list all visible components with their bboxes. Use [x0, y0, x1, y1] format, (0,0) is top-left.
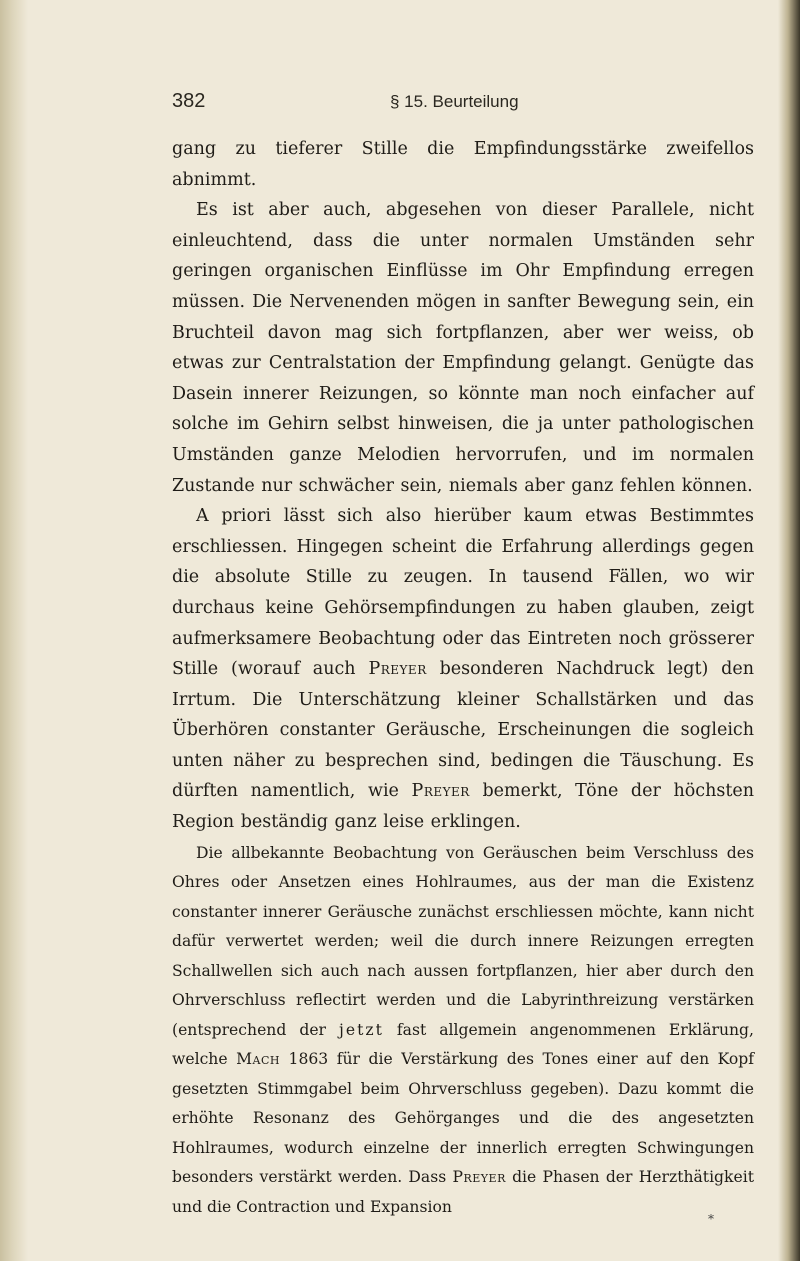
paragraph-4-text-1: Die allbekannte Beobachtung von Geräuschen beim Verschluss des Ohres oder Ansetzen eines Hohlraumes, aus der man die Existenz constanter innerer Geräusche zunächst erschliessen möchte, kann nicht dafür verwertet werden; weil die durch innere Reizungen erregten Schallwellen sich auch nach aussen fortpflanzen, hier aber durch den Ohrverschluss reflectirt werden und die Labyrinthreizung verstärken (entsprechend der	[172, 843, 754, 1039]
page-header	[172, 90, 752, 120]
emphasized-word: jetzt	[339, 1020, 384, 1039]
running-head: § 15. Beurteilung	[390, 92, 519, 111]
paragraph-3-text-3: bemerkt, Töne der höchsten Region beständig ganz leise erklingen.	[172, 781, 754, 833]
page-number: 382	[172, 90, 206, 112]
author-name-preyer: Preyer	[452, 1168, 506, 1187]
author-name-preyer: Preyer	[368, 659, 427, 680]
page-edge-right	[778, 0, 800, 1261]
paragraph-4-text-2: fast allgemein angenommenen Erklärung, welche	[172, 1020, 754, 1069]
footer-mark: *	[708, 1212, 714, 1226]
paragraph-4-text-4: die Phasen der Herzthätigkeit und die Contraction und Expansion	[172, 1168, 754, 1216]
paragraph-3	[172, 501, 754, 838]
paragraph-1: gang zu tieferer Stille die Empfindungsstärke zweifellos abnimmt.	[172, 139, 754, 190]
author-name-mach: Mach	[236, 1050, 281, 1069]
paragraph-3-text-1: A priori lässt sich also hierüber kaum etwas Bestimmtes erschliessen. Hingegen scheint die Erfahrung allerdings gegen die absolute Stille zu zeugen. In tausend Fällen, wo wir durchaus keine Gehörsempfindungen zu haben glauben, zeigt aufmerksamere Beobachtung oder das Eintreten noch grösserer Stille (worauf auch	[172, 506, 754, 680]
paragraph-4-text-3: 1863 für die Verstärkung des Tones einer auf den Kopf gesetzten Stimmgabel beim Ohrverschluss gegeben). Dazu kommt die erhöhte Resonanz des Gehörganges und die des angesetzten Hohlraumes, wodurch einzelne der innerlich erregten Schwingungen besonders verstärkt werden. Dass	[172, 1050, 754, 1187]
paragraph-3-text-2: besonderen Nachdruck legt) den Irrtum. Die Unterschätzung kleiner Schallstärken und das Überhören constanter Geräusche, Erscheinungen die sogleich unten näher zu besprechen sind, bedingen die Täuschung. Es dürften namentlich, wie	[172, 659, 754, 802]
paragraph-2: Es ist aber auch, abgesehen von dieser Parallele, nicht einleuchtend, dass die unter normalen Umständen sehr geringen organischen Einflüsse im Ohr Empfindung erregen müssen. Die Nervenenden mögen in sanfter Bewegung sein, ein Bruchteil davon mag sich fortpflanzen, aber wer weiss, ob etwas zur Centralstation der Empfindung gelangt. Genügte das Dasein innerer Reizungen, so könnte man noch einfacher auf solche im Gehirn selbst hinweisen, die ja unter pathologischen Umständen ganze Melodien hervorrufen, und im normalen Zustande nur schwächer sein, niemals aber ganz fehlen können.	[172, 200, 754, 496]
paragraph-4	[172, 839, 754, 1223]
page-edge-left	[0, 0, 28, 1261]
author-name-preyer: Preyer	[411, 781, 470, 802]
text-body	[172, 134, 754, 1222]
